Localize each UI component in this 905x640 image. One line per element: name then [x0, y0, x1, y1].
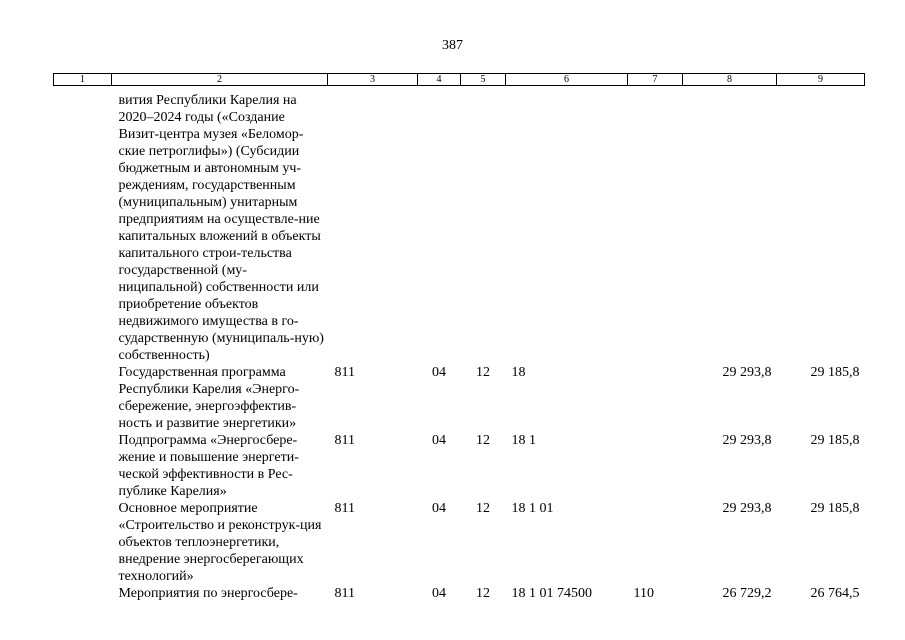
cell-col-8: 26 729,2 — [722, 586, 772, 601]
header-col-6: 6 — [506, 74, 628, 86]
table-row — [54, 585, 865, 602]
cell-col-6: 18 1 — [511, 433, 536, 448]
cell-col-9: 26 764,5 — [810, 586, 860, 601]
header-col-8: 8 — [683, 74, 777, 86]
table-header — [54, 74, 865, 86]
header-col-2: 2 — [112, 74, 328, 86]
cell-col-8 — [683, 86, 777, 365]
cell-col-9: 29 185,8 — [810, 501, 860, 516]
cell-name: Подпрограмма «Энергосбере-жение и повышение энергети-ческой эффективности в Рес-публике Карелия» — [118, 433, 299, 499]
cell-col-5: 12 — [476, 501, 490, 516]
table-row — [54, 86, 865, 365]
cell-col-3: 811 — [334, 586, 355, 601]
cell-col-3: 811 — [334, 365, 355, 380]
cell-col-3 — [328, 86, 418, 365]
cell-col-6: 18 — [511, 365, 526, 380]
cell-col-9 — [777, 86, 865, 365]
cell-col-9: 29 185,8 — [810, 365, 860, 380]
cell-name: Основное мероприятие «Строительство и реконструк-ция объектов теплоэнергетики, внедрение энергосберегающих технологий» — [118, 501, 322, 584]
header-col-9: 9 — [777, 74, 865, 86]
cell-col-4: 04 — [432, 433, 446, 448]
cell-col-8: 29 293,8 — [722, 433, 772, 448]
page-number: 387 — [442, 38, 463, 53]
cell-col-5 — [461, 86, 506, 365]
header-col-7: 7 — [628, 74, 683, 86]
cell-col-5: 12 — [476, 586, 490, 601]
cell-name: Мероприятия по энергосбере- — [118, 586, 298, 601]
cell-col-5: 12 — [476, 433, 490, 448]
cell-col-8: 29 293,8 — [722, 501, 772, 516]
table-row — [54, 500, 865, 585]
cell-col-4: 04 — [432, 365, 446, 380]
cell-col-4 — [418, 86, 461, 365]
cell-col-1 — [54, 500, 112, 585]
cell-col-1 — [54, 364, 112, 432]
cell-col-7 — [628, 86, 683, 365]
cell-col-3: 811 — [334, 433, 355, 448]
cell-col-8: 29 293,8 — [722, 365, 772, 380]
cell-col-1 — [54, 585, 112, 602]
cell-col-4: 04 — [432, 586, 446, 601]
cell-col-4: 04 — [432, 501, 446, 516]
header-col-5: 5 — [461, 74, 506, 86]
header-col-1: 1 — [54, 74, 112, 86]
cell-name: Государственная программа Республики Карелия «Энерго-сбережение, энергоэффектив-ность и развитие энергетики» — [118, 365, 300, 431]
table-row — [54, 432, 865, 500]
cell-col-7 — [628, 500, 683, 585]
cell-col-5: 12 — [476, 365, 490, 380]
header-row — [54, 74, 865, 86]
cell-col-1 — [54, 432, 112, 500]
header-col-3: 3 — [328, 74, 418, 86]
budget-table — [53, 73, 865, 602]
table-row — [54, 364, 865, 432]
cell-col-1 — [54, 86, 112, 365]
cell-col-7 — [628, 364, 683, 432]
cell-col-9: 29 185,8 — [810, 433, 860, 448]
cell-col-6 — [506, 86, 628, 365]
cell-col-6: 18 1 01 74500 — [511, 586, 592, 601]
cell-col-7 — [628, 432, 683, 500]
cell-col-3: 811 — [334, 501, 355, 516]
header-col-4: 4 — [418, 74, 461, 86]
cell-col-6: 18 1 01 — [511, 501, 554, 516]
cell-col-7: 110 — [633, 586, 654, 601]
cell-name: вития Республики Карелия на 2020–2024 годы («Создание Визит-центра музея «Беломор-ские петроглифы») (Субсидии бюджетным и автономным уч-реждениям, государственным (муниципальным) унитарным предприятиям на осуществле-ние капитальных вложений в объекты капитального строи-тельства государственной (му-ниципальной) собственности или приобретение объектов недвижимого имущества в го-сударственную (муниципаль-ную) собственность) — [118, 93, 324, 363]
